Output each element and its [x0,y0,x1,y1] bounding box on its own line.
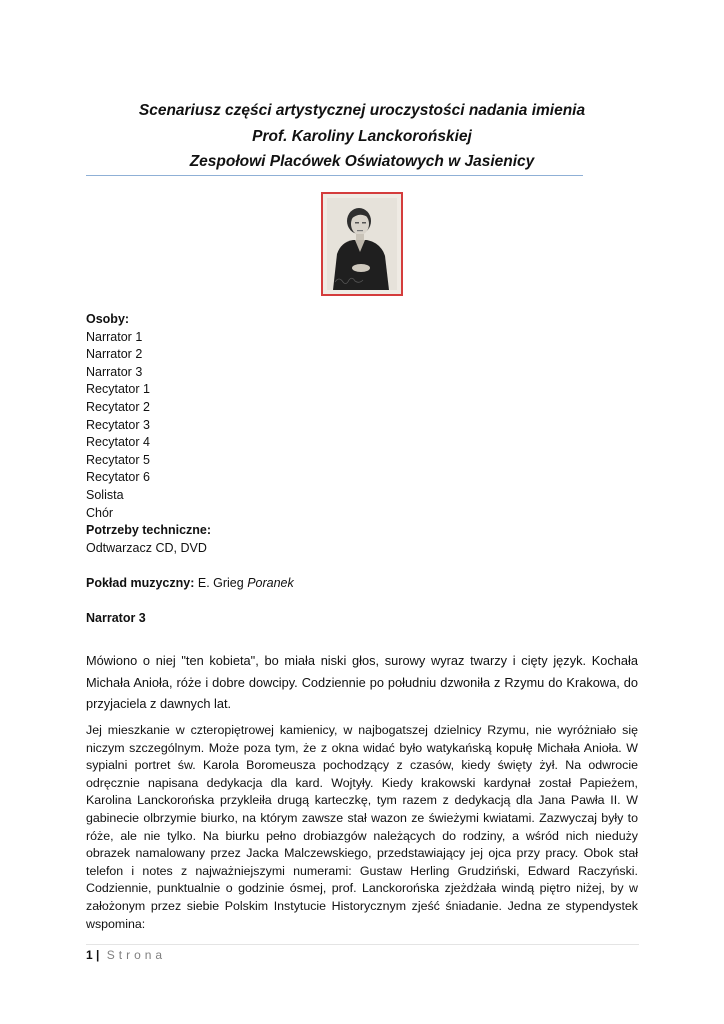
section-heading: Narrator 3 [86,611,146,626]
footer-divider [86,944,639,945]
footer-separator: | [96,948,100,962]
cast-item: Recytator 3 [86,417,150,432]
cast-item: Narrator 3 [86,364,143,379]
cast-section [86,311,638,628]
title-line-3: Zespołowi Placówek Oświatowych w Jasienicy [189,153,535,170]
cast-item: Recytator 6 [86,470,150,485]
music-label: Pokład muzyczny: [86,575,195,590]
paragraph-1: Mówiono o niej "ten kobieta", bo miała niski głos, surowy wyraz twarzy i cięty język. Kochała Michała Anioła, róże i dobre dowcipy. Codziennie po południu dzwoniła z Rzymu do Krakowa, do przyjaciela z dawnych lat. [86,653,638,711]
page-number: 1 [86,948,93,962]
technical-value: Odtwarzacz CD, DVD [86,540,207,555]
title-line-2: Prof. Karoliny Lanckorońskiej [252,127,472,145]
page-word: Strona [106,948,167,962]
cast-item: Recytator 2 [86,399,150,414]
music-piece: Poranek [247,575,294,590]
cast-item: Chór [86,505,114,520]
music-line [86,575,638,593]
title-line-1: Scenariusz części artystycznej uroczystości nadania imienia [138,102,586,119]
page-footer [86,947,166,964]
cast-item: Narrator 1 [86,329,143,344]
cast-item: Recytator 5 [86,452,150,467]
technical-heading: Potrzeby techniczne: [86,523,212,538]
cast-item: Recytator 4 [86,435,150,450]
cast-heading: Osoby: [86,312,130,326]
portrait-image [323,194,401,294]
cast-item: Recytator 1 [86,382,150,397]
paragraph-2: Jej mieszkanie w czteropiętrowej kamienicy, w najbogatszej dzielnicy Rzymu, nie wyróżniało się niczym szczególnym. Może poza tym, że z okna widać było watykańską kopułę Michała Anioła. W sypialni portret św. Karola Boromeusza pochodzący z czasów, kiedy święty żył. Na odwrocie odręcznie napisana dedykacja dla kard. Wojtyły. Kiedy krakowski kardynał został Papieżem, Karolina Lanckorońska przykleiła drugą karteczkę, tym razem z dedykacją dla Jana Pawła II. W gabinecie olbrzymie biurko, na którym zawsze stał wazon ze świeżymi kwiatami. Zazwyczaj były to róże, ale nie tylko. Na biurku pełno drobiazgów należących do rodziny, a wśród nich nieduży obrazek namalowany przez Jacka Malczewskiego, przedstawiający jej ojca przy pracy. Obok stał telefon i notes z najważniejszymi numerami: Gustaw Herling Grudziński, Edward Raczyński. Codziennie, punktualnie o godzinie ósmej, prof. Lanckorońska zjeżdżała windą piętro niżej, by w założonym przez siebie Polskim Instytucie Historycznym zjeść śniadanie. Jedna ze stypendystek wspomina: [86,723,638,931]
music-composer: E. Grieg [197,575,244,590]
cast-item: Solista [86,487,124,502]
portrait-photo [321,192,403,296]
cast-item: Narrator 2 [86,347,143,362]
title-divider [86,175,583,176]
document-title [86,98,638,175]
